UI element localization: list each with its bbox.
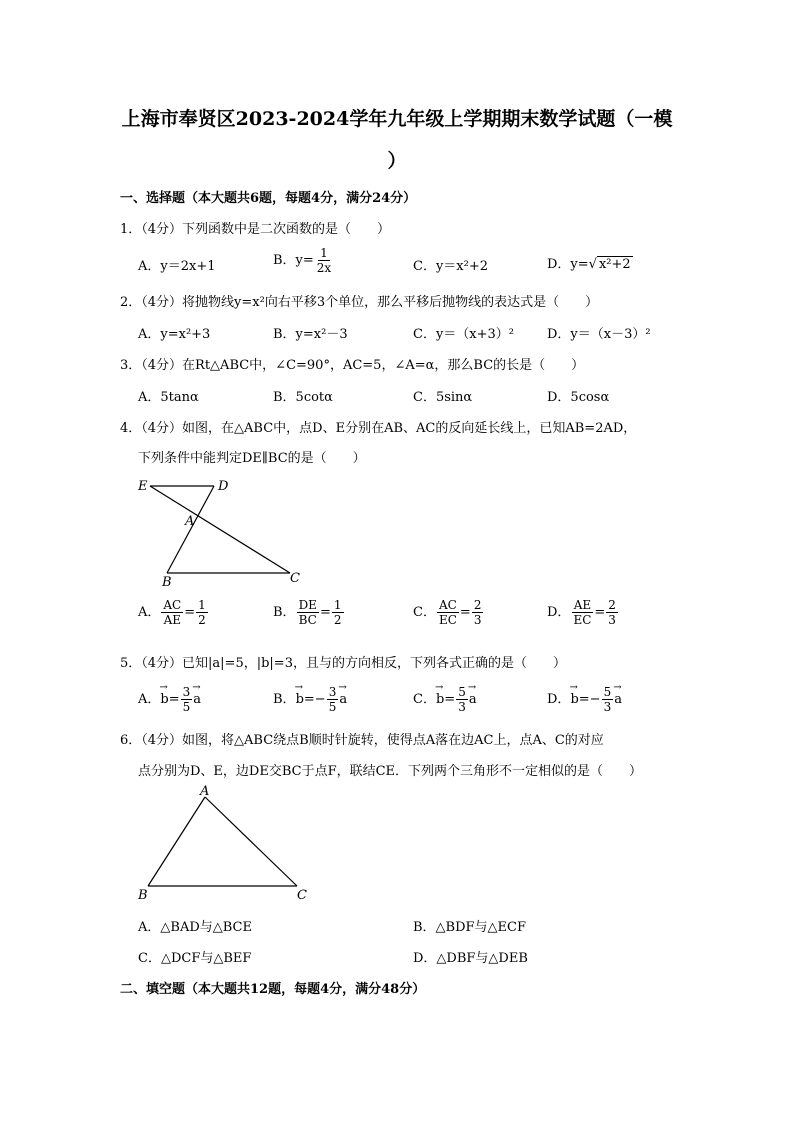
question-1-stem: 1．（4分）下列函数中是二次函数的是（ ） xyxy=(120,222,391,237)
q4-b-rden: 2 xyxy=(333,613,342,627)
q4-label-e: E xyxy=(138,479,148,494)
q5-d-vector-a: → a xyxy=(614,692,622,707)
q4-d-prefix: D． xyxy=(547,605,571,620)
q1-b-denominator: 2x xyxy=(316,261,332,275)
q3-option-a: A．5tanα xyxy=(138,390,199,405)
q5-a-num: 3 xyxy=(182,685,191,699)
q4-d-num: AE xyxy=(573,598,592,612)
q1-option-a: A．y＝2x+1 xyxy=(138,259,216,274)
q6-option-c: C．△DCF与△BEF xyxy=(138,951,252,966)
question-2-stem: 2．（4分）将抛物线y=x²向右平移3个单位，那么平移后抛物线的表达式是（ ） xyxy=(120,295,599,310)
q4-b-rnum: 1 xyxy=(333,598,342,612)
q5-c-fraction xyxy=(456,685,468,714)
q5-c-vector-b: → b xyxy=(436,692,444,707)
q1-option-c: C．y＝x²+2 xyxy=(413,259,488,274)
q4-b-den: BC xyxy=(298,613,317,627)
question-4-stem-line2: 下列条件中能判定DE∥BC的是（ ） xyxy=(138,451,366,466)
q5-c-vector-a: → a xyxy=(469,692,477,707)
q3-option-c: C．5sinα xyxy=(413,390,473,405)
q6-segment-ac xyxy=(205,797,297,886)
q1-b-numerator: 1 xyxy=(320,246,328,260)
q5-c-den: 3 xyxy=(458,700,466,714)
q5-c-num: 5 xyxy=(458,685,466,699)
q4-option-b: B． $\frac{DE}{BC}$ = $\frac{1}{2}$ xyxy=(273,598,342,627)
q4-label-a: A xyxy=(185,514,195,529)
q5-c-prefix: C． xyxy=(413,692,436,707)
q4-label-d: D xyxy=(218,479,229,494)
q6-label-c: C xyxy=(297,888,307,903)
q4-a-prefix: A． xyxy=(138,605,161,620)
section-heading-fill-in: 二、填空题（本大题共12题，每题4分，满分48分） xyxy=(120,982,426,997)
q5-b-den: 5 xyxy=(328,700,337,714)
q4-a-rden: 2 xyxy=(198,613,206,627)
q5-b-vector-a: → a xyxy=(339,692,347,707)
q6-triangle-figure xyxy=(130,783,320,908)
q2-option-b: B．y=x²－3 xyxy=(273,327,348,342)
q5-b-prefix: B． xyxy=(273,692,296,707)
q4-d-rhs-fraction xyxy=(606,598,618,627)
q5-d-fraction xyxy=(602,685,614,714)
q4-c-rnum: 2 xyxy=(473,598,482,612)
q3-option-b: B．5cotα xyxy=(273,390,333,405)
q5-a-fraction xyxy=(181,685,193,714)
page-title: 上海市奉贤区2023-2024学年九年级上学期期末数学试题（一模 xyxy=(121,108,673,130)
q5-option-c xyxy=(413,685,477,714)
q6-segment-ab xyxy=(148,797,205,886)
q1-option-b-prefix: B．y= xyxy=(273,253,314,268)
q1-option-d xyxy=(547,253,633,272)
q5-b-fraction xyxy=(327,685,339,714)
q4-d-rden: 3 xyxy=(608,613,616,627)
q4-d-den: EC xyxy=(573,613,592,627)
q6-label-b: B xyxy=(138,888,148,903)
q5-b-vector-b: → b xyxy=(296,692,304,707)
question-5-stem: 5．（4分）已知|a|=5，|b|=3，且与的方向相反，下列各式正确的是（ ） xyxy=(120,656,566,671)
q5-a-den: 5 xyxy=(182,700,191,714)
q4-d-rnum: 2 xyxy=(608,598,616,612)
q4-label-b: B xyxy=(162,575,172,590)
q1-option-b xyxy=(273,246,334,275)
q5-b-num: 3 xyxy=(328,685,337,699)
q4-a-den: AE xyxy=(163,613,182,627)
q5-d-num: 5 xyxy=(603,685,612,699)
q4-option-d: D． $\frac{AE}{EC}$ = $\frac{2}{3}$ xyxy=(547,598,616,627)
q1-option-d-prefix: D．y= xyxy=(547,257,589,272)
q2-option-a: A．y=x²+3 xyxy=(138,327,211,342)
question-4-stem-line1: 4．（4分）如图，在△ABC中，点D、E分别在AB、AC的反向延长线上，已知AB=2AD， xyxy=(120,421,637,436)
q4-b-prefix: B． xyxy=(273,605,296,620)
q5-b-sign: =− xyxy=(303,692,326,707)
q5-d-sign: =− xyxy=(578,692,601,707)
q5-c-sign: = xyxy=(444,692,456,707)
q5-a-prefix: A． xyxy=(138,692,161,707)
q2-option-c: C．y＝（x+3）² xyxy=(413,327,514,342)
q3-option-d: D．5cosα xyxy=(547,390,610,405)
question-6-stem-line1: 6．（4分）如图，将△ABC绕点B顺时针旋转，使得点A落在边AC上，点A、C的对应 xyxy=(120,733,604,748)
q4-a-rhs-fraction xyxy=(196,598,208,627)
q4-b-num: DE xyxy=(298,598,317,612)
q5-d-prefix: D． xyxy=(547,692,571,707)
q4-c-num: AC xyxy=(439,598,457,612)
q1-option-b-fraction xyxy=(315,246,333,275)
q4-c-rden: 3 xyxy=(473,613,482,627)
q5-d-den: 3 xyxy=(603,700,612,714)
q4-a-rnum: 1 xyxy=(198,598,206,612)
question-3-stem: 3．（4分）在Rt△ABC中，∠C=90°，AC=5，∠A=α，那么BC的长是（ ） xyxy=(120,358,585,373)
q1-d-radicand: x²+2 xyxy=(598,257,631,272)
q4-b-lhs-fraction xyxy=(297,598,319,627)
q4-option-a: A． $\frac{AC}{AE}$ = $\frac{1}{2}$ xyxy=(138,598,206,627)
page-title-cont: ） xyxy=(387,150,407,172)
q4-c-den: EC xyxy=(438,613,457,627)
q5-a-sign: = xyxy=(168,692,180,707)
q4-segment-db xyxy=(167,486,214,573)
section-heading-choice: 一、选择题（本大题共6题，每题4分，满分24分） xyxy=(120,191,417,206)
q6-option-a: A．△BAD与△BCE xyxy=(138,920,252,935)
q4-label-c: C xyxy=(290,571,300,586)
q4-b-rhs-fraction xyxy=(332,598,344,627)
sqrt-icon: √ xyxy=(588,257,597,272)
q4-option-c: C． $\frac{AC}{EC}$ = $\frac{2}{3}$ xyxy=(413,598,482,627)
q4-c-prefix: C． xyxy=(413,605,436,620)
q4-triangle-figure xyxy=(130,472,310,592)
q5-option-b xyxy=(273,685,347,714)
q5-option-d xyxy=(547,685,622,714)
q4-d-lhs-fraction xyxy=(571,598,593,627)
q4-segment-ec xyxy=(150,486,290,573)
q4-a-lhs-fraction xyxy=(161,598,183,627)
q6-option-b: B．△BDF与△ECF xyxy=(413,920,527,935)
q5-a-vector-b: → b xyxy=(160,692,168,707)
q4-c-rhs-fraction xyxy=(472,598,484,627)
q6-option-d: D．△DBF与△DEB xyxy=(413,951,528,966)
q6-label-a: A xyxy=(200,784,210,799)
q5-a-vector-a: → a xyxy=(193,692,201,707)
q5-option-a xyxy=(138,685,201,714)
question-6-stem-line2: 点分别为D、E，边DE交BC于点F，联结CE．下列两个三角形不一定相似的是（ ） xyxy=(138,764,643,779)
q2-option-d: D．y＝（x－3）² xyxy=(547,327,651,342)
q4-a-num: AC xyxy=(163,598,182,612)
q5-d-vector-b: → b xyxy=(570,692,578,707)
q4-c-lhs-fraction xyxy=(437,598,459,627)
